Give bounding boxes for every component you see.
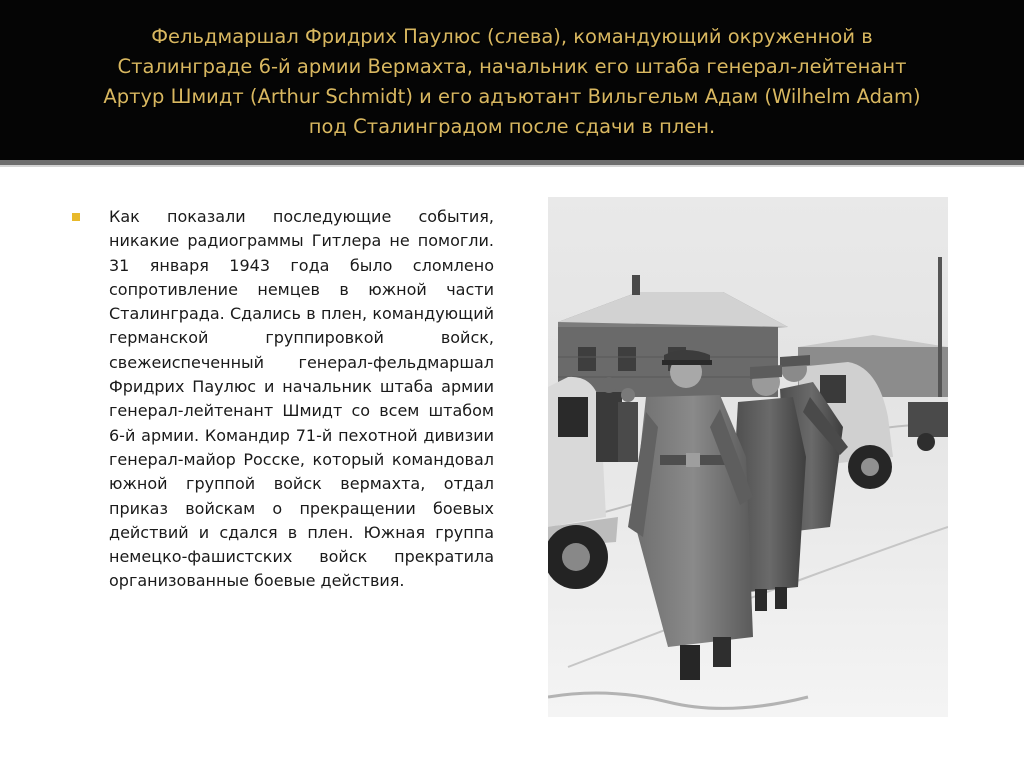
title-line: Сталинграде 6-й армии Вермахта, начальник его штаба генерал-лейтенант [117,55,907,78]
body-paragraph: Как показали последующие события, никакие радиограммы Гитлера не помогли. 31 января 1943 года было сломлено сопротивление немцев в южной части Сталинграда. Сдались в плен, командующий германской группировкой войск, свежеиспеченный генерал-фельдмаршал Фридрих Паулюс и начальник штаба армии генерал-лейтенант Шмидт со всем штабом 6-й армии. Командир 71-й пехотной дивизии генерал-майор Росске, который командовал южной группой войск вермахта, отдал приказ войскам о прекращении боевых действий и сдался в плен. Южная группа немецко-фашистских войск прекратила организованные боевые действия. [109,207,494,591]
title-line: под Сталинградом после сдачи в плен. [308,115,716,138]
title-banner [0,0,1024,160]
square-bullet-icon [72,213,80,221]
slide-title [40,22,984,142]
title-divider-light [0,165,1024,167]
title-line: Фельдмаршал Фридрих Паулюс (слева), командующий окруженной в [151,25,873,48]
historical-photo [548,197,948,717]
title-line: Артур Шмидт (Arthur Schmidt) и его адъютант Вильгельм Адам (Wilhelm Adam) [103,85,921,108]
bullet-item [72,205,494,594]
content-block [72,205,494,594]
